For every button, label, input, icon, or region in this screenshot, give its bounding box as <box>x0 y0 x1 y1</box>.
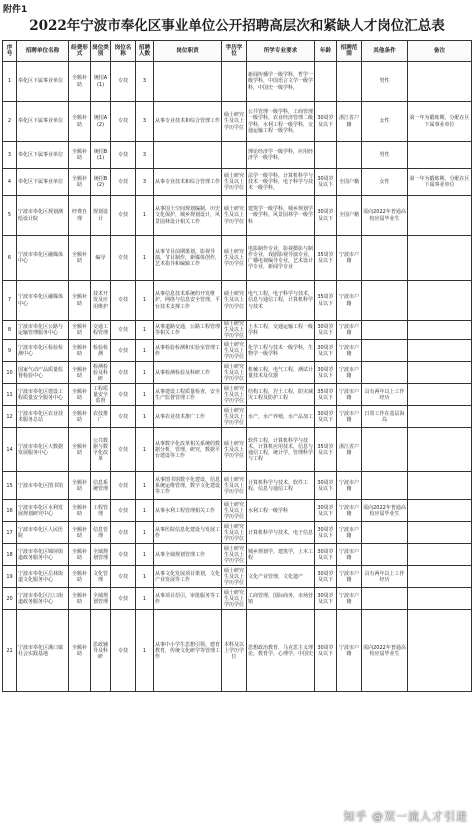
table-cell: 专技 <box>111 62 136 102</box>
table-cell: 14 <box>3 428 17 472</box>
table-row <box>3 362 472 384</box>
table-cell: 从事检验检测和实验室管理工作 <box>154 340 222 362</box>
table-cell: 新闻传播学一级学科，哲学一级学科，中国语言文学一级学科，中国史一级学科， <box>247 62 315 102</box>
table-cell: 宁波市奉化区岳林街道文化服务中心 <box>17 566 69 588</box>
table-cell: 思想政治教育，马克思主义理论，教育学，心理学，中国史 <box>247 610 315 692</box>
table-cell: 1 <box>136 588 154 610</box>
table-cell: 30周岁及以下 <box>315 472 337 500</box>
table-cell <box>408 588 472 610</box>
table-row <box>3 102 472 142</box>
table-cell: 专技 <box>111 500 136 522</box>
table-cell: 专技 <box>111 544 136 566</box>
table-cell: 全国户籍 <box>337 169 362 196</box>
table-cell <box>408 406 472 428</box>
table-cell: 从事国土空间规划编制，历史文化保护，城乡规划设计，风景园林设计相关工作 <box>154 196 222 236</box>
table-cell <box>408 428 472 472</box>
table-cell <box>408 362 472 384</box>
table-cell: 编导 <box>91 236 111 281</box>
table-cell: 1 <box>136 236 154 281</box>
table-cell: 全额补助 <box>69 588 91 610</box>
table-cell: 从事信息技术系统的开发维护，网络与信息安全管理，平台技术支撑工作 <box>154 281 222 321</box>
table-cell: 从事中小学生思想引领，德育教育，传统文化研学等管理工作 <box>154 610 222 692</box>
table-cell: 统招B(2) <box>91 169 111 196</box>
header-cell: 招聘范围 <box>337 41 362 62</box>
header-cell: 岗位名称 <box>111 41 136 62</box>
table-row <box>3 566 472 588</box>
table-cell: 硕士研究生及以上学历学位 <box>222 236 247 281</box>
table-cell: 35周岁及以下 <box>315 428 337 472</box>
table-cell: 5 <box>3 196 17 236</box>
header-cell: 序号 <box>3 41 17 62</box>
recruitment-table <box>2 40 472 692</box>
table-row <box>3 500 472 522</box>
table-cell: 全额补助 <box>69 102 91 142</box>
table-cell: 电气工程，电子科学与技术，信息与通信工程，计算机科学与技术 <box>247 281 315 321</box>
table-cell: 9 <box>3 340 17 362</box>
table-cell <box>408 281 472 321</box>
table-cell: 30周岁及以下 <box>315 500 337 522</box>
table-row <box>3 406 472 428</box>
table-cell: 从事道路交通，公路工程管理等相关工作 <box>154 321 222 340</box>
table-cell: 男性 <box>362 62 408 102</box>
table-cell: 18 <box>3 544 17 566</box>
table-cell: 硕士研究生及以上学历学位 <box>222 428 247 472</box>
table-cell: 10 <box>3 362 17 384</box>
table-cell: 16 <box>3 500 17 522</box>
table-cell <box>362 472 408 500</box>
table-cell: 专技 <box>111 384 136 406</box>
table-row <box>3 142 472 169</box>
table-cell: 女性 <box>362 102 408 142</box>
table-cell: 宁波市户籍 <box>337 472 362 500</box>
table-cell: 宁波市奉化区建设工程质量安全服务中心 <box>17 384 69 406</box>
table-cell: 3 <box>136 62 154 102</box>
table-cell: 全额补助 <box>69 142 91 169</box>
table-cell: 公共管理一级学科，工商管理一级学科，农业经济管理二级学科，水利工程一级学科，交通运输工程一级学科， <box>247 102 315 142</box>
table-cell: 宁波市户籍 <box>337 544 362 566</box>
table-cell <box>408 236 472 281</box>
table-cell <box>408 340 472 362</box>
table-cell: 21 <box>3 610 17 692</box>
table-cell <box>408 500 472 522</box>
table-cell: 硕士研究生及以上学历学位 <box>222 321 247 340</box>
table-cell: 硕士研究生及以上学历学位 <box>222 544 247 566</box>
table-cell <box>362 340 408 362</box>
table-cell: 全额补助 <box>69 236 91 281</box>
table-cell: 宁波市户籍 <box>337 236 362 281</box>
table-cell: 宁波市奉化区江口街道政务服务中心 <box>17 588 69 610</box>
table-cell: 1 <box>136 428 154 472</box>
table-cell <box>362 321 408 340</box>
table-cell: 奉化区下属事业单位 <box>17 169 69 196</box>
table-cell: 宁波市户籍 <box>337 384 362 406</box>
table-cell: 宁波市户籍 <box>337 588 362 610</box>
table-cell: 20 <box>3 588 17 610</box>
table-row <box>3 281 472 321</box>
table-cell <box>222 142 247 169</box>
table-cell: 工程管理 <box>91 500 111 522</box>
table-cell: 专技 <box>111 472 136 500</box>
table-cell: 交通工程管理 <box>91 321 111 340</box>
table-cell <box>337 142 362 169</box>
table-cell: 30周岁及以下 <box>315 102 337 142</box>
table-cell: 思政辅导及科研 <box>91 610 111 692</box>
table-cell: 3 <box>136 142 154 169</box>
table-cell: 宁波市奉化区公路与运输管理服务中心 <box>17 321 69 340</box>
table-cell: 8 <box>3 321 17 340</box>
header-cell: 备注 <box>408 41 472 62</box>
table-cell: 宁波市奉化区人民医院 <box>17 522 69 544</box>
table-cell: 女性 <box>362 169 408 196</box>
table-cell: 从事节目前期策划，影视导演，节目制作，新媒体创作，艺术指导和编辑工作 <box>154 236 222 281</box>
table-row <box>3 522 472 544</box>
table-cell <box>408 472 472 500</box>
table-cell: 国家气动产品质量监督检验中心 <box>17 362 69 384</box>
table-cell: 3 <box>136 169 154 196</box>
table-cell: 浙江省户籍 <box>337 102 362 142</box>
table-cell: 宁波市奉化区融媒体中心 <box>17 281 69 321</box>
table-cell: 宁波市奉化区图书馆 <box>17 472 69 500</box>
table-cell: 需向2022年普通高校应届毕业生 <box>362 610 408 692</box>
page-title: 2022年宁波市奉化区事业单位公开招聘高层次和紧缺人才岗位汇总表 <box>29 18 445 34</box>
table-cell: 计算机科学与技术，电子信息 <box>247 522 315 544</box>
table-cell: 3 <box>3 142 17 169</box>
table-cell: 1 <box>136 196 154 236</box>
table-header-row <box>3 41 472 62</box>
table-cell: 全额补助 <box>69 384 91 406</box>
table-cell: 从事农业技术推广工作 <box>154 406 222 428</box>
table-cell: 全额补助 <box>69 566 91 588</box>
table-cell: 硕士研究生及以上学历学位 <box>222 169 247 196</box>
table-cell: 专技 <box>111 142 136 169</box>
table-cell: 全额补助 <box>69 406 91 428</box>
table-cell: 建筑学一级学科，城乡规划学一级学科，风景园林学一级学科 <box>247 196 315 236</box>
table-cell: 全额补助 <box>69 428 91 472</box>
table-cell: 1 <box>136 566 154 588</box>
table-cell: 全额补助 <box>69 500 91 522</box>
table-cell: 硕士研究生及以上学历学位 <box>222 522 247 544</box>
table-cell: 35周岁及以下 <box>315 236 337 281</box>
table-cell: 1 <box>136 500 154 522</box>
table-cell: 30周岁及以下 <box>315 522 337 544</box>
table-body <box>3 62 472 692</box>
table-cell <box>315 142 337 169</box>
table-cell: 专技 <box>111 281 136 321</box>
table-cell: 机械工程，电气工程，测试计量技术及仪器 <box>247 362 315 384</box>
table-cell: 宁波市奉化区大数据发展服务中心 <box>17 428 69 472</box>
table-cell: 专技 <box>111 236 136 281</box>
table-cell: 文化管理 <box>91 566 111 588</box>
table-cell: 硕士研究生及以上学历学位 <box>222 566 247 588</box>
table-cell <box>408 522 472 544</box>
table-cell: 第一年为锻炼期，分配在区下属事业单位 <box>408 169 472 196</box>
table-cell: 需向2022年普通高校应届毕业生 <box>362 196 408 236</box>
table-cell: 从事建设工程质量检查，安全生产监督管理工作 <box>154 384 222 406</box>
table-cell: 软件工程，计算机科学与技术，计算机应用技术，信息与通信工程，统计学，管理科学与工程 <box>247 428 315 472</box>
table-row <box>3 196 472 236</box>
table-cell <box>408 62 472 102</box>
table-cell: 第一年为锻炼期，分配在区下属事业单位 <box>408 102 472 142</box>
table-cell: 从事医院信息化建设与发展工作 <box>154 522 222 544</box>
table-cell: 本科及以上学历学位 <box>222 610 247 692</box>
table-cell: 1 <box>136 321 154 340</box>
table-cell: 30周岁及以下 <box>315 406 337 428</box>
table-cell: 硕士研究生及以上学历学位 <box>222 588 247 610</box>
table-row <box>3 62 472 102</box>
table-cell: 30周岁及以下 <box>315 321 337 340</box>
table-cell: 硕士研究生及以上学历学位 <box>222 281 247 321</box>
table-cell: 奉化区下属事业单位 <box>17 62 69 102</box>
header-cell: 所学专业要求 <box>247 41 315 62</box>
table-cell: 规划设计 <box>91 196 111 236</box>
table-cell: 硕士研究生及以上学历学位 <box>222 406 247 428</box>
table-cell: 全域规划管理 <box>91 544 111 566</box>
table-cell: 3 <box>136 102 154 142</box>
table-cell: 专技 <box>111 340 136 362</box>
table-cell <box>362 588 408 610</box>
table-cell: 硕士研究生及以上学历学位 <box>222 362 247 384</box>
table-cell: 日常工作在基层海岛 <box>362 406 408 428</box>
table-cell: 公共数据与数字化改革 <box>91 428 111 472</box>
table-cell: 专技 <box>111 169 136 196</box>
table-cell: 宁波市奉化区溪口镇社会实践基地 <box>17 610 69 692</box>
table-cell: 电影制作专业，影视摄影与制作专业，戏剧影视导演专业，广播电视编导专业，艺术设计学专业，新闻学专业 <box>247 236 315 281</box>
table-cell: 男性 <box>362 142 408 169</box>
table-cell: 宁波市户籍 <box>337 522 362 544</box>
table-cell: 法学一级学科，计算机科学与技术一级学科，电子科学与技术一级学科， <box>247 169 315 196</box>
table-cell: 30周岁及以下 <box>315 610 337 692</box>
table-cell: 从事文化发展项目策划，文化产业发展等工作 <box>154 566 222 588</box>
table-cell: 硕士研究生及以上学历学位 <box>222 384 247 406</box>
table-cell <box>408 196 472 236</box>
table-cell: 1 <box>136 610 154 692</box>
table-cell <box>362 522 408 544</box>
table-cell: 19 <box>3 566 17 588</box>
table-cell: 检验检测 <box>91 340 111 362</box>
table-cell: 全额补助 <box>69 62 91 102</box>
table-cell: 专技 <box>111 406 136 428</box>
table-cell: 从事水利工程管理相关工作 <box>154 500 222 522</box>
table-cell: 需向2022年普通高校应届毕业生 <box>362 500 408 522</box>
table-cell: 1 <box>136 362 154 384</box>
table-cell: 理论经济学一级学科，应用经济学一级学科， <box>247 142 315 169</box>
table-cell: 检测检验及科研 <box>91 362 111 384</box>
table-cell: 从事专业技术和综合管理工作 <box>154 169 222 196</box>
table-cell: 1 <box>136 544 154 566</box>
table-cell: 硕士研究生及以上学历学位 <box>222 500 247 522</box>
table-row <box>3 610 472 692</box>
table-cell: 宁波市户籍 <box>337 281 362 321</box>
table-cell: 1 <box>136 281 154 321</box>
table-cell: 具有两年以上工作经历 <box>362 384 408 406</box>
table-cell: 从事数字化改革相关系统的数据分析，管理，研究，数据平台建设等工作 <box>154 428 222 472</box>
table-cell: 硕士研究生及以上学历学位 <box>222 340 247 362</box>
table-row <box>3 428 472 472</box>
table-row <box>3 384 472 406</box>
table-cell: 全国户籍 <box>337 196 362 236</box>
table-cell <box>154 62 222 102</box>
table-cell: 6 <box>3 236 17 281</box>
table-cell <box>408 142 472 169</box>
table-cell: 硕士研究生及以上学历学位 <box>222 102 247 142</box>
table-cell: 全额补助 <box>69 522 91 544</box>
table-cell: 从事图书馆数字化建设，信息系统运维管理，数字文化建设等工作 <box>154 472 222 500</box>
table-cell: 专技 <box>111 102 136 142</box>
table-cell: 15 <box>3 472 17 500</box>
header-cell: 招聘单位名称 <box>17 41 69 62</box>
table-cell: 12 <box>3 406 17 428</box>
table-cell: 从事检测检验及科研工作 <box>154 362 222 384</box>
table-cell: 宁波市户籍 <box>337 340 362 362</box>
header-cell: 岗位职责 <box>154 41 222 62</box>
table-row <box>3 588 472 610</box>
table-cell: 信息管理 <box>91 522 111 544</box>
table-cell: 17 <box>3 522 17 544</box>
table-cell: 全额补助 <box>69 340 91 362</box>
header-cell: 岗位类别 <box>91 41 111 62</box>
table-cell: 专技 <box>111 522 136 544</box>
table-cell: 专技 <box>111 588 136 610</box>
table-cell: 1 <box>136 406 154 428</box>
table-cell <box>408 610 472 692</box>
table-cell: 宁波市户籍 <box>337 406 362 428</box>
table-cell <box>362 544 408 566</box>
table-cell: 全额补助 <box>69 544 91 566</box>
table-cell <box>362 236 408 281</box>
table-cell: 35周岁及以下 <box>315 384 337 406</box>
table-cell: 1 <box>136 522 154 544</box>
table-cell <box>222 62 247 102</box>
table-cell <box>408 544 472 566</box>
table-cell: 专技 <box>111 610 136 692</box>
table-cell: 11 <box>3 384 17 406</box>
table-cell: 30周岁及以下 <box>315 588 337 610</box>
table-cell: 计算机科学与技术，软件工程，信息与通信工程 <box>247 472 315 500</box>
table-cell: 专技 <box>111 321 136 340</box>
table-cell: 城乡规划学，建筑学，土木工程 <box>247 544 315 566</box>
table-cell: 技术开发及应用维护 <box>91 281 111 321</box>
table-row <box>3 472 472 500</box>
table-cell: 专技 <box>111 362 136 384</box>
table-cell <box>362 428 408 472</box>
table-cell <box>408 566 472 588</box>
table-cell: 宁波市户籍 <box>337 566 362 588</box>
table-cell: 奉化区下属事业单位 <box>17 102 69 142</box>
header-cell: 经费形式 <box>69 41 91 62</box>
table-cell: 30周岁及以下 <box>315 566 337 588</box>
table-cell: 硕士研究生及以上学历学位 <box>222 196 247 236</box>
table-cell <box>362 281 408 321</box>
table-cell: 专技 <box>111 428 136 472</box>
table-cell: 从事专业技术和综合管理工作 <box>154 102 222 142</box>
table-cell: 信息系统管理 <box>91 472 111 500</box>
table-cell: 1 <box>136 472 154 500</box>
table-cell: 宁波市奉化区检验检测中心 <box>17 340 69 362</box>
table-cell <box>408 384 472 406</box>
table-row <box>3 544 472 566</box>
table-cell: 宁波市户籍 <box>337 321 362 340</box>
table-cell <box>362 362 408 384</box>
table-cell <box>154 142 222 169</box>
table-cell: 土木工程，交通运输工程一级学科 <box>247 321 315 340</box>
table-cell: 文化产业管理，文化遗产 <box>247 566 315 588</box>
table-cell <box>315 62 337 102</box>
table-cell: 专技 <box>111 196 136 236</box>
table-cell: 统招B(1) <box>91 142 111 169</box>
table-cell: 4 <box>3 169 17 196</box>
table-cell: 全额补助 <box>69 362 91 384</box>
table-cell: 农技推广 <box>91 406 111 428</box>
table-cell: 宁波市奉化区规划测绘设计院 <box>17 196 69 236</box>
table-row <box>3 340 472 362</box>
table-row <box>3 169 472 196</box>
watermark: 知乎 @双一流人才引进 <box>343 810 468 823</box>
table-cell: 具有两年以上工作经历 <box>362 566 408 588</box>
table-cell: 30周岁及以下 <box>315 362 337 384</box>
table-cell: 1 <box>3 62 17 102</box>
table-cell: 全额补助 <box>69 169 91 196</box>
table-cell: 宁波市奉化区锦屏街道政务服务中心 <box>17 544 69 566</box>
table-cell: 浙江省户籍 <box>337 428 362 472</box>
table-cell: 硕士研究生及以上学历学位 <box>222 472 247 500</box>
header-cell: 其他条件 <box>362 41 408 62</box>
table-cell: 全额补助 <box>69 610 91 692</box>
table-cell: 化学工程与技术一级学科，生物学一级学科 <box>247 340 315 362</box>
table-cell: 宁波市奉化区水利发展规划研究中心 <box>17 500 69 522</box>
table-cell: 1 <box>136 340 154 362</box>
attachment-label: 附件1 <box>3 5 28 15</box>
table-cell: 统招A(2) <box>91 102 111 142</box>
header-cell: 学历学位 <box>222 41 247 62</box>
table-cell: 水产，水产养殖，水产品加工 <box>247 406 315 428</box>
table-cell: 经费自理 <box>69 196 91 236</box>
header-cell: 年龄 <box>315 41 337 62</box>
table-cell: 宁波市奉化区融媒体中心 <box>17 236 69 281</box>
table-cell: 宁波市户籍 <box>337 500 362 522</box>
table-cell: 从事全域规划管理工作 <box>154 544 222 566</box>
table-cell: 30周岁及以下 <box>315 169 337 196</box>
table-cell: 奉化区下属事业单位 <box>17 142 69 169</box>
table-cell: 工商管理，国际商务，市场营销 <box>247 588 315 610</box>
table-cell: 宁波市奉化区农业技术服务总站 <box>17 406 69 428</box>
table-row <box>3 321 472 340</box>
table-cell: 30周岁及以下 <box>315 196 337 236</box>
table-cell: 全域规划管理 <box>91 588 111 610</box>
header-cell: 招聘人数 <box>136 41 154 62</box>
table-cell: 2 <box>3 102 17 142</box>
table-cell: 全额补助 <box>69 321 91 340</box>
table-cell: 水利工程一级学科 <box>247 500 315 522</box>
table-cell <box>408 321 472 340</box>
table-cell: 全额补助 <box>69 472 91 500</box>
table-cell: 结构工程，岩土工程，防灾减灾工程及防护工程 <box>247 384 315 406</box>
table-cell: 30周岁及以下 <box>315 340 337 362</box>
table-cell: 全额补助 <box>69 281 91 321</box>
table-cell <box>337 62 362 102</box>
table-cell: 统招A(1) <box>91 62 111 102</box>
table-cell: 7 <box>3 281 17 321</box>
table-row <box>3 236 472 281</box>
table-cell: 1 <box>136 384 154 406</box>
table-cell: 专技 <box>111 566 136 588</box>
table-cell: 30周岁及以下 <box>315 544 337 566</box>
table-cell: 工程质量安全监督 <box>91 384 111 406</box>
table-cell: 宁波市户籍 <box>337 610 362 692</box>
table-cell: 35周岁及以下 <box>315 281 337 321</box>
table-cell: 宁波市户籍 <box>337 362 362 384</box>
table-cell: 从事项目招引，审批服务等工作 <box>154 588 222 610</box>
